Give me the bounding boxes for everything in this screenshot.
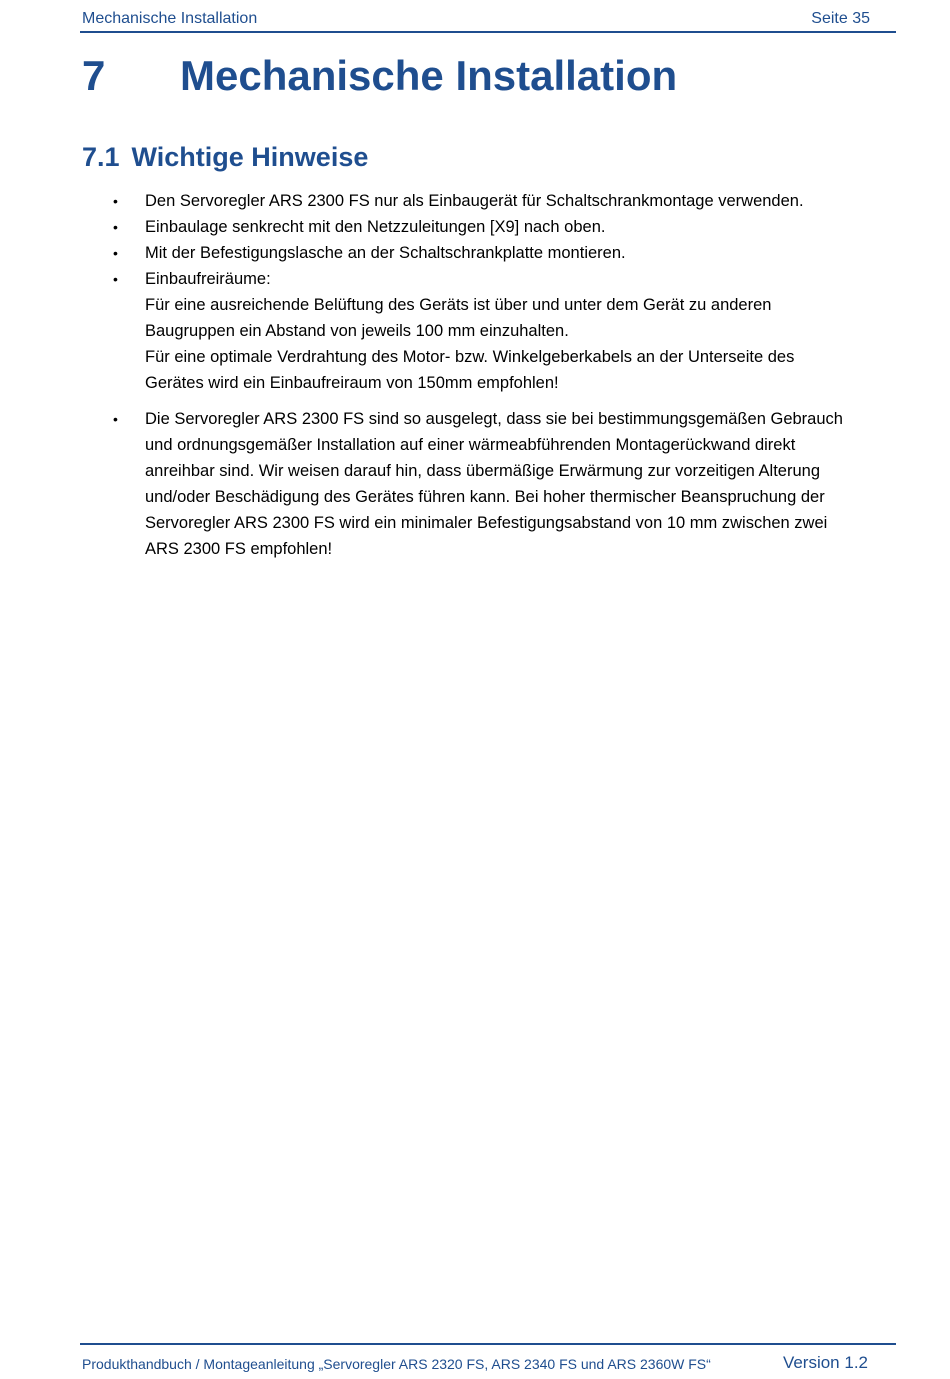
- bullet-icon: •: [113, 245, 118, 261]
- header-section-title: Mechanische Installation: [82, 10, 258, 27]
- chapter-title: Mechanische Installation: [180, 52, 678, 99]
- list-item-text: Einbaulage senkrecht mit den Netzzuleitungen [X9] nach oben.: [145, 218, 606, 236]
- list-item: [113, 266, 883, 396]
- list-item-text: Die Servoregler ARS 2300 FS sind so ausgelegt, dass sie bei bestimmungsgemäßen Gebrauch: [145, 410, 843, 428]
- section-title: Wichtige Hinweise: [131, 142, 369, 172]
- chapter-number: 7: [82, 52, 106, 99]
- list-item-text: Servoregler ARS 2300 FS wird ein minimaler Befestigungsabstand von 10 mm zwischen zwei: [145, 514, 828, 532]
- bullet-icon: •: [113, 271, 118, 287]
- bullet-icon: •: [113, 193, 118, 209]
- list-item-text: anreihbar sind. Wir weisen darauf hin, dass übermäßige Erwärmung zur vorzeitigen Alterung: [145, 462, 820, 480]
- list-item-text: Einbaufreiräume:: [145, 270, 271, 288]
- list-item-text: und ordnungsgemäßer Installation auf einer wärmeabführenden Montagerückwand direkt: [145, 436, 796, 454]
- bullet-list: [113, 188, 883, 562]
- page-header: [82, 8, 870, 32]
- bullet-icon: •: [113, 219, 118, 235]
- list-item: [113, 240, 883, 266]
- list-item: [113, 406, 883, 562]
- section-number: 7.1: [82, 142, 120, 172]
- list-item-text: und/oder Beschädigung des Gerätes führen kann. Bei hoher thermischer Beanspruchung der: [145, 488, 825, 506]
- footer-version: Version 1.2: [782, 1353, 868, 1372]
- section-heading: [82, 142, 368, 173]
- list-item-text: Baugruppen ein Abstand von jeweils 100 mm einzuhalten.: [145, 322, 569, 340]
- header-divider: [80, 31, 896, 33]
- list-item-text: Für eine ausreichende Belüftung des Geräts ist über und unter dem Gerät zu anderen: [145, 296, 772, 314]
- header-page-number: Seite 35: [811, 10, 870, 27]
- list-item-text: ARS 2300 FS empfohlen!: [145, 540, 333, 558]
- list-item-text: Den Servoregler ARS 2300 FS nur als Einbaugerät für Schaltschrankmontage verwenden.: [145, 192, 804, 210]
- list-item-text: Mit der Befestigungslasche an der Schaltschrankplatte montieren.: [145, 244, 626, 262]
- list-item-text: Gerätes wird ein Einbaufreiraum von 150mm empfohlen!: [145, 374, 559, 392]
- bullet-icon: •: [113, 411, 118, 427]
- list-item: [113, 188, 883, 214]
- footer-document-title: Produkthandbuch / Montageanleitung „Servoregler ARS 2320 FS, ARS 2340 FS und ARS 2360W FS“: [82, 1356, 711, 1372]
- list-item-text: Für eine optimale Verdrahtung des Motor- bzw. Winkelgeberkabels an der Unterseite des: [145, 348, 795, 366]
- list-item: [113, 214, 883, 240]
- footer-divider: [80, 1343, 896, 1345]
